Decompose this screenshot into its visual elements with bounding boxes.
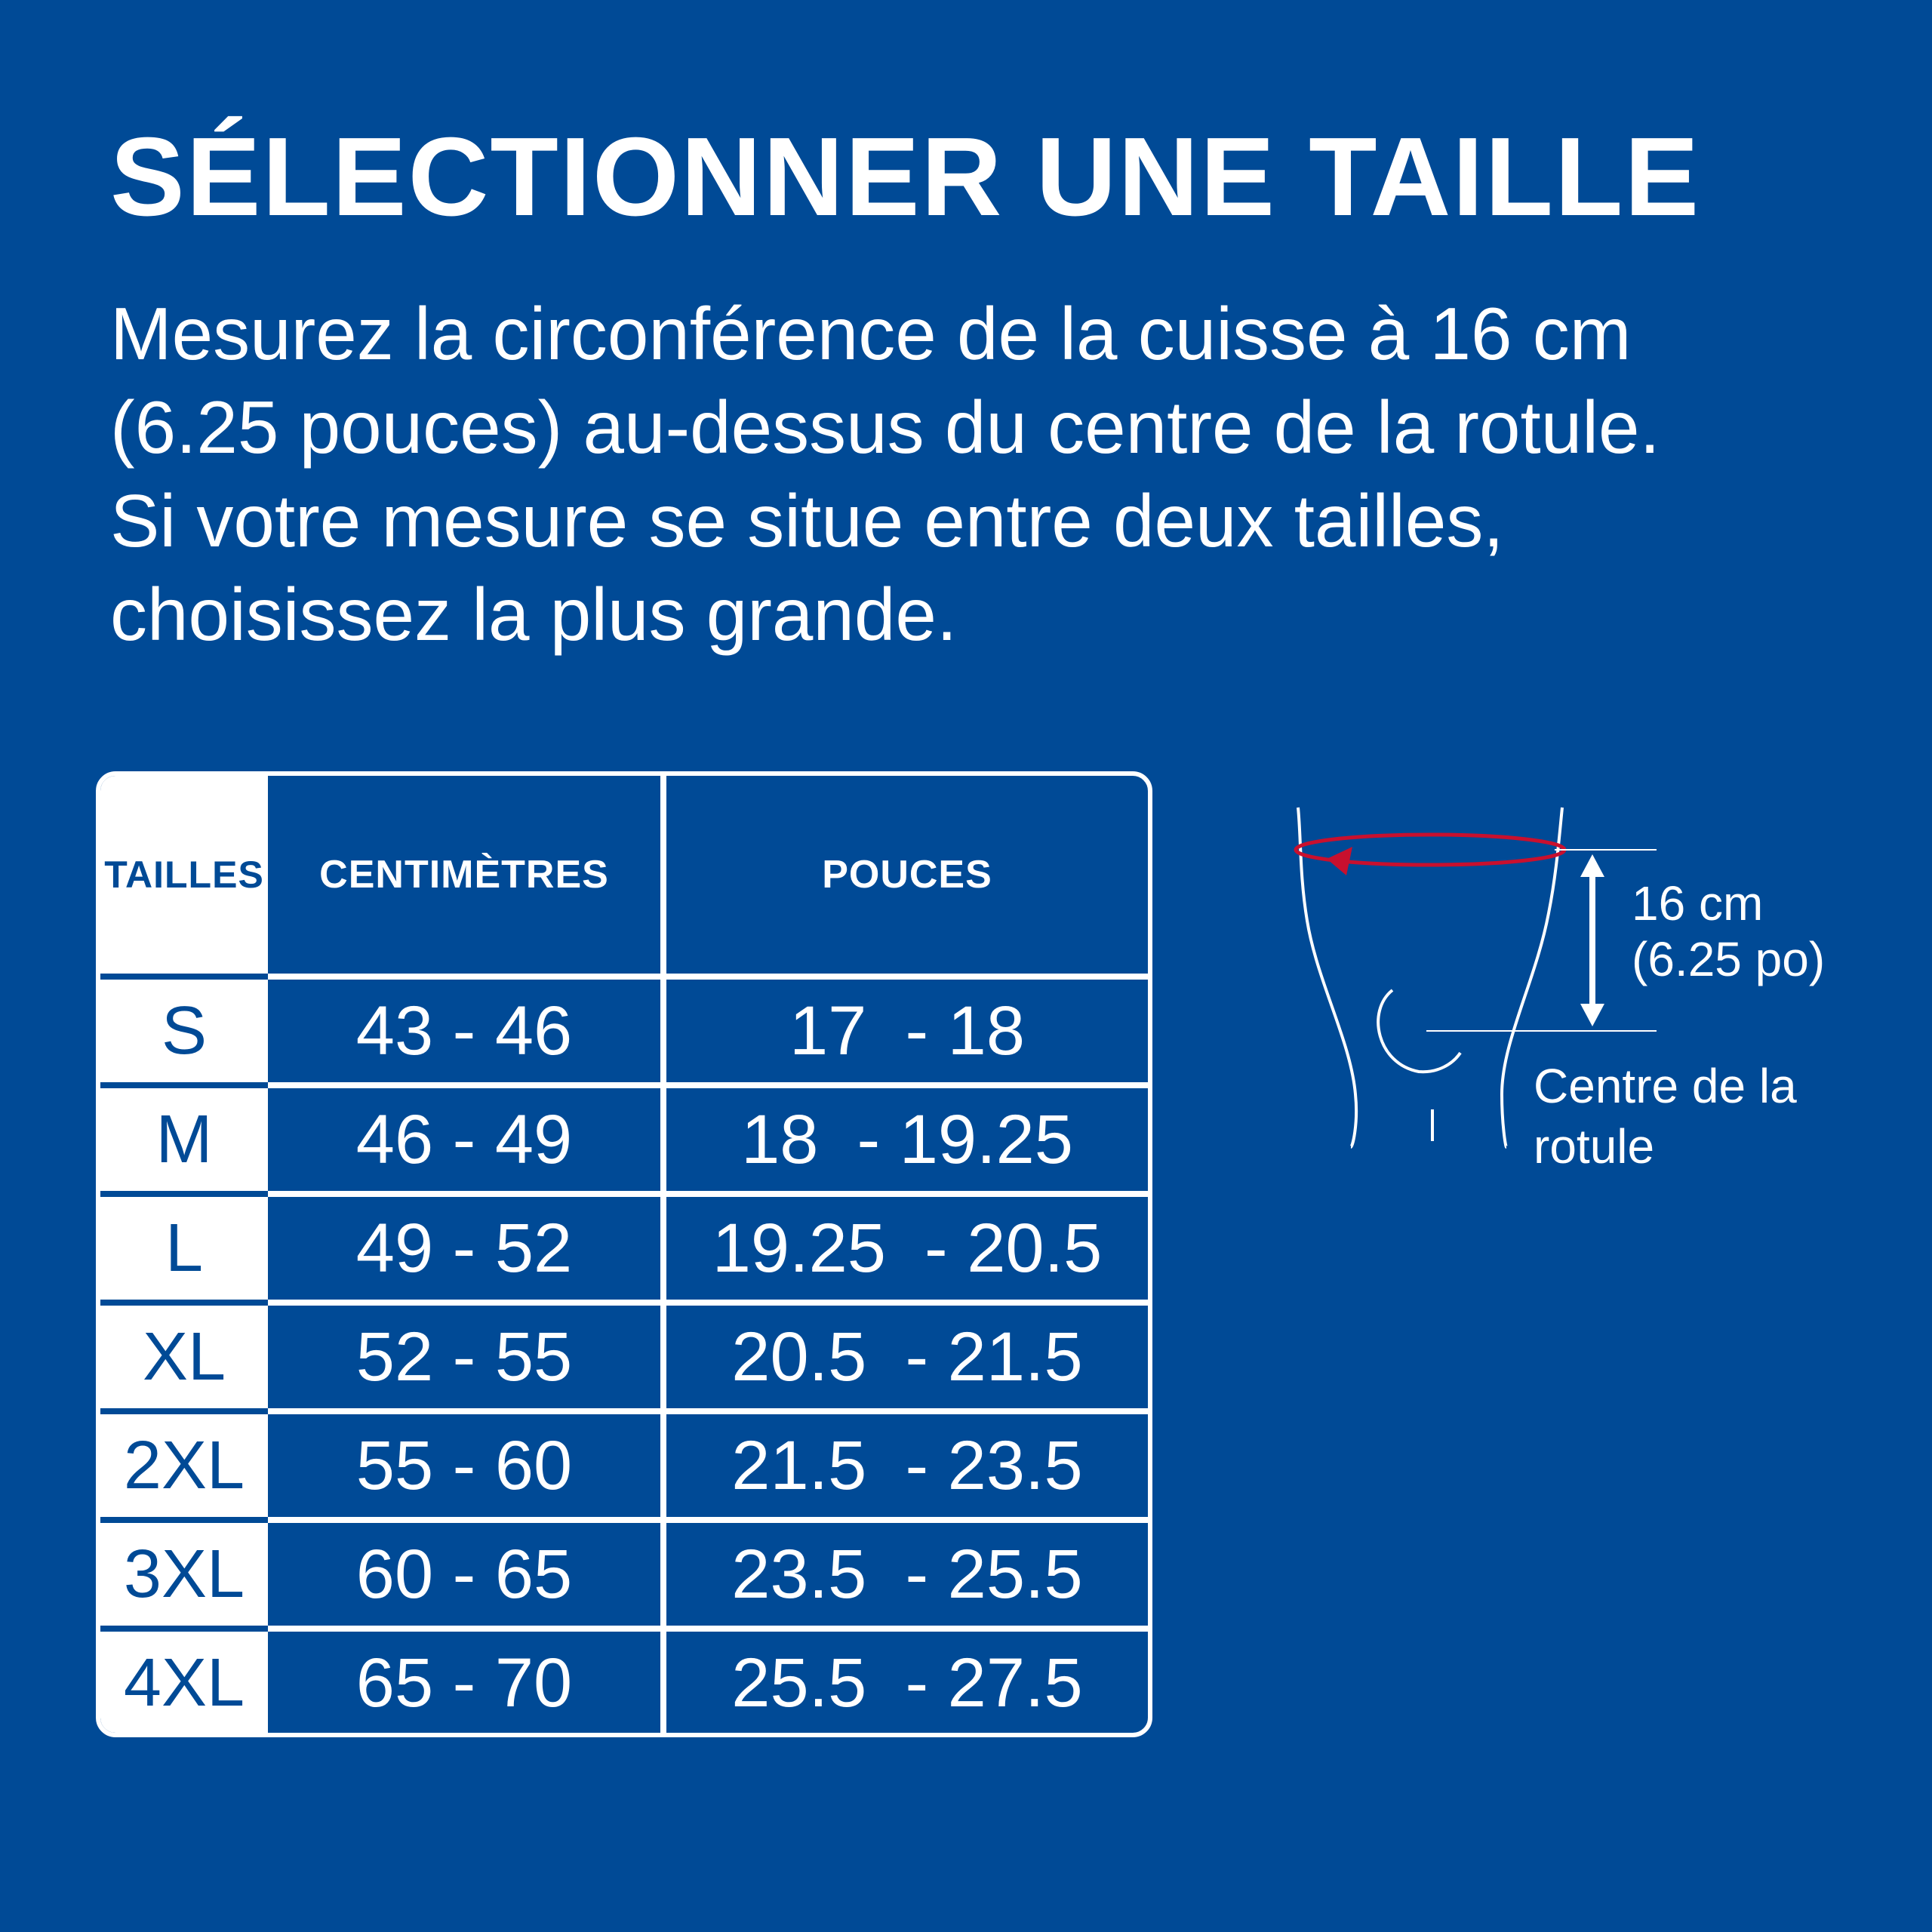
inches-cell: 23.5 - 25.5: [731, 1535, 1083, 1613]
row-separator: [268, 974, 1148, 980]
row-separator: [268, 1517, 1148, 1523]
intro-line-2: (6.25 pouces) au-dessus du centre de la rotule.: [110, 386, 1660, 469]
row-separator: [268, 1191, 1148, 1197]
size-cell: 2XL: [123, 1427, 245, 1503]
row-separator-size: [100, 1517, 268, 1523]
size-chart-table: [96, 771, 1152, 1737]
size-cell: S: [161, 992, 208, 1069]
arrow-up-icon: [1580, 854, 1604, 877]
size-cell: 3XL: [123, 1536, 245, 1612]
intro-line-1: Mesurez la circonférence de la cuisse à 16 cm: [110, 292, 1632, 375]
centimeters-cell: 46 - 49: [355, 1100, 573, 1178]
centimeters-cell: 43 - 46: [355, 992, 573, 1069]
row-separator: [268, 1300, 1148, 1306]
inches-cell: 19.25 - 20.5: [712, 1209, 1103, 1287]
kneecap-center-label-2: rotule: [1534, 1119, 1655, 1174]
intro-line-4: choisissez la plus grande.: [110, 573, 958, 656]
size-cell: 4XL: [123, 1644, 245, 1721]
inches-cell: 21.5 - 23.5: [731, 1426, 1083, 1504]
centimeters-cell: 60 - 65: [355, 1535, 573, 1613]
tape-arrow-icon: [1327, 847, 1352, 875]
distance-in-label: (6.25 po): [1632, 932, 1826, 986]
centimeters-cell: 65 - 70: [355, 1644, 573, 1721]
row-separator: [268, 1408, 1148, 1414]
size-cell: XL: [142, 1318, 226, 1395]
inches-cell: 18 - 19.25: [741, 1100, 1073, 1178]
size-cell: L: [165, 1210, 204, 1286]
size-cell: M: [155, 1101, 213, 1177]
centimeters-cell: 52 - 55: [355, 1318, 573, 1395]
header-inches: POUCES: [822, 853, 992, 897]
row-separator-size: [100, 1191, 268, 1197]
centimeters-cell: 55 - 60: [355, 1426, 573, 1504]
header-centimeters: CENTIMÈTRES: [319, 853, 609, 897]
inches-cell: 25.5 - 27.5: [731, 1644, 1083, 1721]
centimeters-cell: 49 - 52: [355, 1209, 573, 1287]
row-separator-size: [100, 1408, 268, 1414]
row-separator-size: [100, 974, 268, 980]
intro-text: [110, 287, 1846, 661]
row-separator-size: [100, 1300, 268, 1306]
distance-cm-label: 16 cm: [1632, 876, 1764, 931]
row-separator-size: [100, 1082, 268, 1088]
kneecap-center-label-1: Centre de la: [1534, 1059, 1797, 1113]
arrow-down-icon: [1580, 1004, 1604, 1026]
column-divider: [660, 776, 666, 1733]
row-separator-size: [100, 1626, 268, 1632]
header-sizes: TAILLES: [104, 854, 264, 896]
intro-line-3: Si votre mesure se situe entre deux tailles,: [110, 479, 1504, 562]
row-separator: [268, 1082, 1148, 1088]
page-title: SÉLECTIONNER UNE TAILLE: [110, 115, 1701, 239]
inches-cell: 17 - 18: [789, 992, 1025, 1069]
inches-cell: 20.5 - 21.5: [731, 1318, 1083, 1395]
row-separator: [268, 1626, 1148, 1632]
